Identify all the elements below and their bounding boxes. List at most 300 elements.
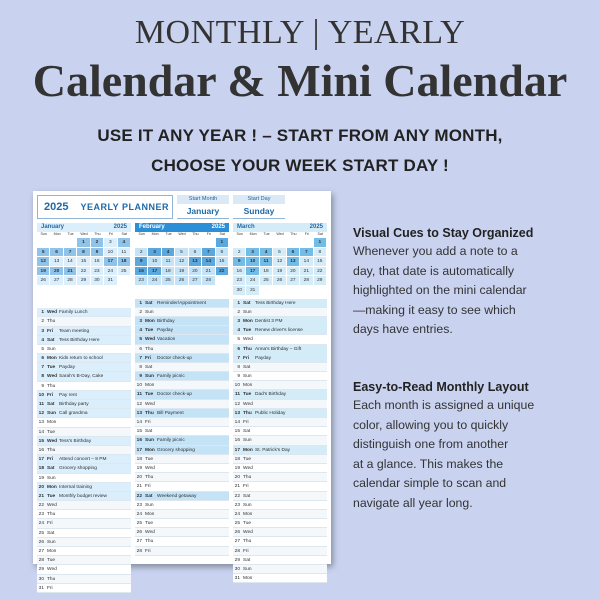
day-note[interactable]	[155, 464, 229, 472]
mini-day-cell[interactable]: 17	[246, 267, 259, 277]
weekday-label: Sat	[121, 232, 127, 236]
day-note[interactable]	[57, 538, 131, 546]
mini-day-cell[interactable]: 31	[104, 276, 117, 286]
mini-day-cell[interactable]: 15	[314, 257, 327, 267]
mini-day-cell[interactable]: 21	[300, 267, 313, 277]
day-row[interactable]	[233, 354, 327, 363]
mini-day-cell[interactable]: 13	[189, 257, 202, 267]
day-note[interactable]: Tess Birthday Here	[255, 300, 296, 306]
day-note[interactable]	[155, 528, 229, 536]
day-row[interactable]	[135, 390, 229, 399]
mini-day-cell[interactable]: 16	[135, 267, 148, 277]
day-note[interactable]	[155, 537, 229, 545]
mini-day-cell[interactable]: 14	[202, 257, 215, 267]
mini-day-cell[interactable]: 28	[202, 276, 215, 286]
mini-day-cell[interactable]: 8	[77, 248, 90, 258]
mini-day-cell[interactable]: 22	[77, 267, 90, 277]
mini-day-cell[interactable]: 3	[148, 248, 161, 258]
day-note[interactable]	[253, 363, 327, 371]
mini-day-cell[interactable]: 14	[64, 257, 77, 267]
mini-day-cell[interactable]: 3	[104, 238, 117, 248]
day-row[interactable]	[37, 538, 131, 547]
day-row[interactable]	[233, 308, 327, 317]
mini-day-cell[interactable]: 23	[91, 267, 104, 277]
mini-day-cell[interactable]: 16	[91, 257, 104, 267]
mini-day-cell[interactable]: 11	[162, 257, 175, 267]
day-row[interactable]	[37, 575, 131, 584]
day-note[interactable]: Payday	[157, 328, 173, 334]
day-note[interactable]	[253, 537, 327, 545]
day-note[interactable]: Renew driver's license	[255, 328, 303, 334]
day-note[interactable]: Monthly budget review	[59, 493, 107, 499]
day-row[interactable]	[233, 455, 327, 464]
day-row[interactable]	[233, 501, 327, 510]
day-note[interactable]	[253, 418, 327, 426]
day-note[interactable]: Tess's Birthday	[59, 438, 92, 444]
mini-day-cell[interactable]: 22	[314, 267, 327, 277]
mini-day-cell[interactable]: 24	[246, 276, 259, 286]
day-row[interactable]	[233, 363, 327, 372]
mini-day-cell[interactable]: 6	[189, 248, 202, 258]
mini-day-cell[interactable]: 14	[300, 257, 313, 267]
mini-day-cell[interactable]: 21	[64, 267, 77, 277]
day-note[interactable]	[253, 473, 327, 481]
mini-day-cell[interactable]: 27	[189, 276, 202, 286]
day-note[interactable]: Public Holiday	[255, 410, 286, 416]
day-weekday: Sat	[145, 364, 153, 370]
day-row[interactable]	[233, 473, 327, 482]
day-row[interactable]	[37, 584, 131, 593]
mini-day-cell[interactable]: 4	[260, 248, 273, 258]
day-number: 29	[234, 557, 240, 563]
day-note[interactable]	[253, 455, 327, 463]
mini-day-cell[interactable]: 28	[64, 276, 77, 286]
day-row[interactable]	[37, 455, 131, 464]
weekday-label: Fri	[108, 232, 113, 236]
mini-day-cell[interactable]: 18	[118, 257, 131, 267]
day-row[interactable]	[233, 381, 327, 390]
day-note[interactable]	[253, 308, 327, 316]
day-weekday: Sat	[145, 429, 153, 435]
day-note[interactable]	[57, 418, 131, 426]
mini-day-cell[interactable]: 21	[202, 267, 215, 277]
day-note[interactable]: Anna's Birthday – Gift	[255, 346, 302, 352]
day-note[interactable]: Sarah's B-Day, Cake	[59, 374, 104, 380]
day-row[interactable]	[233, 510, 327, 519]
day-number: 31	[234, 576, 240, 582]
mini-day-cell[interactable]: 1	[216, 238, 229, 248]
day-row[interactable]	[37, 354, 131, 363]
day-note[interactable]: Birthday party	[59, 402, 89, 408]
mini-day-cell[interactable]: 1	[77, 238, 90, 248]
day-row[interactable]	[233, 345, 327, 354]
day-row[interactable]	[37, 327, 131, 336]
day-row[interactable]	[135, 372, 229, 381]
mini-day-cell[interactable]: 9	[135, 257, 148, 267]
mini-day-cell[interactable]: 11	[260, 257, 273, 267]
month-year: 2025	[211, 224, 225, 230]
day-row[interactable]	[135, 381, 229, 390]
day-note[interactable]: Grocery shopping	[59, 466, 97, 472]
day-note[interactable]: Doctor check-up	[157, 355, 192, 361]
day-row[interactable]	[135, 436, 229, 445]
day-row[interactable]	[37, 372, 131, 381]
day-note[interactable]	[155, 308, 229, 316]
day-row[interactable]	[135, 464, 229, 473]
mini-day-cell	[135, 238, 148, 248]
day-note[interactable]	[155, 482, 229, 490]
day-row[interactable]	[233, 299, 327, 308]
day-row[interactable]	[135, 528, 229, 537]
day-row[interactable]	[135, 547, 229, 556]
day-note[interactable]: Kids return to school	[59, 356, 103, 362]
day-row[interactable]	[233, 400, 327, 409]
mini-day-cell[interactable]: 8	[216, 248, 229, 258]
day-row[interactable]	[135, 455, 229, 464]
day-note[interactable]: Birthday	[157, 318, 175, 324]
day-note[interactable]	[57, 382, 131, 390]
day-row[interactable]	[37, 400, 131, 409]
day-note[interactable]	[155, 510, 229, 518]
day-row[interactable]	[135, 473, 229, 482]
mini-day-cell[interactable]: 13	[287, 257, 300, 267]
day-row[interactable]	[135, 354, 229, 363]
day-row[interactable]	[37, 446, 131, 455]
day-note[interactable]	[57, 584, 131, 592]
day-note[interactable]	[155, 418, 229, 426]
mini-day-cell[interactable]: 2	[91, 238, 104, 248]
mini-day-cell[interactable]: 5	[175, 248, 188, 258]
day-row[interactable]	[37, 317, 131, 326]
day-note[interactable]: Reminder/Appointment	[157, 300, 207, 306]
day-row[interactable]	[135, 326, 229, 335]
day-number: 15	[38, 438, 44, 444]
start-day-value[interactable]: Sunday	[233, 204, 285, 219]
day-note[interactable]	[155, 455, 229, 463]
mini-day-cell[interactable]: 29	[77, 276, 90, 286]
mini-day-cell	[216, 276, 229, 286]
day-row[interactable]	[233, 519, 327, 528]
mini-day-cell[interactable]: 10	[148, 257, 161, 267]
day-row[interactable]	[135, 519, 229, 528]
day-note[interactable]	[253, 565, 327, 573]
mini-day-cell[interactable]: 23	[135, 276, 148, 286]
day-note[interactable]: Family picnic	[157, 374, 185, 380]
day-note[interactable]: Call grandma	[59, 411, 88, 417]
day-number: 12	[38, 411, 44, 417]
day-row[interactable]	[233, 372, 327, 381]
mini-day-cell[interactable]: 18	[162, 267, 175, 277]
day-note[interactable]	[253, 464, 327, 472]
mini-day-cell[interactable]: 24	[104, 267, 117, 277]
day-note[interactable]	[57, 575, 131, 583]
mini-day-cell[interactable]: 20	[50, 267, 63, 277]
mini-day-cell[interactable]: 31	[246, 286, 259, 296]
day-weekday: Sun	[47, 411, 57, 417]
mini-day-cell[interactable]: 6	[50, 248, 63, 258]
mini-day-cell[interactable]: 30	[233, 286, 246, 296]
mini-day-cell[interactable]: 19	[175, 267, 188, 277]
mini-day-cell[interactable]: 26	[37, 276, 50, 286]
day-row[interactable]	[135, 345, 229, 354]
day-row[interactable]	[37, 428, 131, 437]
day-note[interactable]	[57, 428, 131, 436]
day-note[interactable]	[253, 427, 327, 435]
day-weekday: Sat	[243, 300, 251, 306]
day-note[interactable]	[57, 565, 131, 573]
day-note[interactable]: Attend concert – 8 PM	[59, 457, 107, 463]
day-note[interactable]	[253, 547, 327, 555]
day-note[interactable]: Family Lunch	[59, 310, 88, 316]
day-row[interactable]	[135, 510, 229, 519]
day-note[interactable]	[155, 427, 229, 435]
day-row[interactable]	[233, 446, 327, 455]
day-row[interactable]	[233, 390, 327, 399]
day-note[interactable]	[253, 335, 327, 343]
day-row[interactable]	[135, 492, 229, 501]
mini-day-cell[interactable]: 10	[104, 248, 117, 258]
day-row[interactable]	[37, 547, 131, 556]
day-weekday: Thu	[145, 346, 154, 352]
day-note[interactable]: Bill Payment	[157, 410, 184, 416]
mini-day-cell[interactable]: 12	[273, 257, 286, 267]
day-row[interactable]	[233, 409, 327, 418]
day-note[interactable]	[253, 501, 327, 509]
day-row[interactable]	[233, 556, 327, 565]
day-row[interactable]	[37, 556, 131, 565]
mini-day-cell[interactable]: 23	[233, 276, 246, 286]
day-note[interactable]	[155, 547, 229, 555]
day-note[interactable]	[253, 519, 327, 527]
day-row[interactable]	[135, 317, 229, 326]
day-note[interactable]	[57, 317, 131, 325]
start-day-field[interactable]	[233, 195, 285, 219]
day-row[interactable]	[135, 482, 229, 491]
mini-day-cell[interactable]: 19	[273, 267, 286, 277]
mini-day-cell[interactable]: 22	[216, 267, 229, 277]
day-note[interactable]	[253, 574, 327, 582]
day-note[interactable]	[253, 528, 327, 536]
mini-day-cell[interactable]: 26	[273, 276, 286, 286]
day-note[interactable]: Tess Birthday Here	[59, 337, 100, 343]
mini-day-cell[interactable]: 13	[50, 257, 63, 267]
weekday-label: Wed	[80, 232, 88, 236]
mini-day-cell[interactable]: 6	[287, 248, 300, 258]
day-row[interactable]	[37, 519, 131, 528]
day-row[interactable]	[233, 436, 327, 445]
day-note[interactable]	[253, 492, 327, 500]
mini-day-cell[interactable]: 7	[64, 248, 77, 258]
mini-day-cell[interactable]: 10	[246, 257, 259, 267]
day-row[interactable]	[37, 391, 131, 400]
mini-day-cell[interactable]: 5	[273, 248, 286, 258]
day-row[interactable]	[233, 565, 327, 574]
mini-day-cell[interactable]: 16	[233, 267, 246, 277]
mini-day-cell[interactable]: 12	[175, 257, 188, 267]
day-row[interactable]	[233, 335, 327, 344]
day-row[interactable]	[233, 482, 327, 491]
day-note[interactable]	[253, 482, 327, 490]
day-row[interactable]	[37, 437, 131, 446]
start-month-value[interactable]: January	[177, 204, 229, 219]
mini-day-cell[interactable]: 11	[118, 248, 131, 258]
mini-day-cell[interactable]: 4	[118, 238, 131, 248]
mini-day-cell[interactable]: 25	[118, 267, 131, 277]
day-row[interactable]	[233, 537, 327, 546]
day-note[interactable]: Payday	[59, 365, 75, 371]
mini-day-cell[interactable]: 9	[91, 248, 104, 258]
mini-day-cell[interactable]: 17	[148, 267, 161, 277]
day-note[interactable]	[155, 473, 229, 481]
mini-day-cell[interactable]: 4	[162, 248, 175, 258]
day-row[interactable]	[233, 418, 327, 427]
day-note[interactable]	[57, 501, 131, 509]
day-note[interactable]: Pay rent	[59, 392, 77, 398]
mini-day-cell[interactable]: 24	[148, 276, 161, 286]
day-note[interactable]	[57, 510, 131, 518]
mini-day-cell[interactable]: 7	[300, 248, 313, 258]
day-row[interactable]	[37, 492, 131, 501]
day-note[interactable]	[253, 556, 327, 564]
day-note[interactable]: Dentist 3 PM	[255, 318, 283, 324]
mini-day-cell[interactable]: 5	[37, 248, 50, 258]
day-note[interactable]: Doctor check-up	[157, 392, 192, 398]
day-note[interactable]	[155, 381, 229, 389]
mini-day-cell[interactable]: 18	[260, 267, 273, 277]
day-row[interactable]	[37, 308, 131, 317]
day-note[interactable]	[155, 501, 229, 509]
day-number: 7	[41, 365, 44, 371]
day-row[interactable]	[37, 501, 131, 510]
day-note[interactable]: Grocery shopping	[157, 447, 195, 453]
day-row[interactable]	[37, 529, 131, 538]
day-weekday: Fri	[47, 521, 53, 527]
day-note[interactable]: Weekend getaway	[157, 493, 197, 499]
day-note[interactable]: Internal training	[59, 484, 93, 490]
day-row[interactable]	[37, 483, 131, 492]
mini-day-cell[interactable]: 15	[216, 257, 229, 267]
mini-day-cell	[91, 286, 104, 296]
day-weekday: Sat	[243, 429, 251, 435]
day-note[interactable]	[253, 510, 327, 518]
mini-day-cell[interactable]: 12	[37, 257, 50, 267]
mini-day-cell[interactable]: 2	[233, 248, 246, 258]
mini-day-cell[interactable]: 30	[91, 276, 104, 286]
mini-day-cell[interactable]: 27	[287, 276, 300, 286]
day-row[interactable]	[37, 510, 131, 519]
day-note[interactable]	[57, 556, 131, 564]
day-note[interactable]: Team meeting	[59, 328, 90, 334]
day-note[interactable]: Vacation	[157, 337, 176, 343]
mini-day-cell[interactable]: 3	[246, 248, 259, 258]
day-row[interactable]	[233, 317, 327, 326]
mini-day-cell[interactable]: 27	[50, 276, 63, 286]
day-note[interactable]	[253, 400, 327, 408]
mini-day-cell[interactable]: 17	[104, 257, 117, 267]
day-note[interactable]	[57, 345, 131, 353]
day-row[interactable]	[37, 474, 131, 483]
day-note[interactable]	[155, 400, 229, 408]
day-note[interactable]	[155, 519, 229, 527]
day-note[interactable]: St. Patrick's Day	[255, 447, 291, 453]
day-row[interactable]	[135, 446, 229, 455]
day-note[interactable]	[155, 345, 229, 353]
mini-day-cell	[135, 286, 148, 296]
day-row[interactable]	[37, 363, 131, 372]
mini-day-cell[interactable]: 20	[189, 267, 202, 277]
day-row[interactable]	[233, 326, 327, 335]
day-note[interactable]: Dad's Birthday	[255, 392, 287, 398]
day-note[interactable]	[57, 529, 131, 537]
day-row[interactable]	[233, 464, 327, 473]
mini-day-cell[interactable]: 29	[314, 276, 327, 286]
mini-day-cell[interactable]: 8	[314, 248, 327, 258]
mini-day-cell[interactable]: 28	[300, 276, 313, 286]
day-number: 14	[234, 420, 240, 425]
day-row[interactable]	[135, 400, 229, 409]
day-row[interactable]	[37, 565, 131, 574]
day-row[interactable]	[37, 409, 131, 418]
day-note[interactable]	[155, 363, 229, 371]
day-row[interactable]	[135, 409, 229, 418]
day-note[interactable]	[57, 519, 131, 527]
heading-line-2: Calendar & Mini Calendar	[32, 55, 568, 106]
day-weekday: Wed	[243, 337, 253, 343]
day-note[interactable]: Family picnic	[157, 438, 185, 444]
day-row[interactable]	[233, 547, 327, 556]
day-row[interactable]	[135, 335, 229, 344]
day-row[interactable]	[233, 492, 327, 501]
start-month-field[interactable]	[177, 195, 229, 219]
day-row[interactable]	[233, 574, 327, 583]
mini-day-cell[interactable]: 15	[77, 257, 90, 267]
day-note[interactable]	[57, 446, 131, 454]
day-row[interactable]	[135, 363, 229, 372]
day-row[interactable]	[37, 382, 131, 391]
day-row[interactable]	[233, 528, 327, 537]
day-row[interactable]	[233, 427, 327, 436]
mini-day-cell[interactable]: 19	[37, 267, 50, 277]
mini-day-cell[interactable]: 2	[135, 248, 148, 258]
day-weekday: Wed	[47, 503, 57, 509]
mini-day-cell[interactable]: 9	[233, 257, 246, 267]
mini-day-cell[interactable]: 25	[260, 276, 273, 286]
day-row[interactable]	[135, 427, 229, 436]
day-row[interactable]	[37, 336, 131, 345]
day-row[interactable]	[135, 418, 229, 427]
day-note[interactable]	[57, 474, 131, 482]
day-row[interactable]	[135, 308, 229, 317]
mini-day-cell[interactable]: 20	[287, 267, 300, 277]
day-row[interactable]	[135, 537, 229, 546]
mini-day-cell	[233, 238, 246, 248]
day-number: 15	[136, 429, 142, 435]
day-note[interactable]	[253, 436, 327, 444]
day-note[interactable]	[253, 372, 327, 380]
day-note[interactable]: Payday	[255, 355, 271, 361]
day-row[interactable]	[135, 501, 229, 510]
mini-day-cell[interactable]: 25	[162, 276, 175, 286]
day-row[interactable]	[37, 345, 131, 354]
day-row[interactable]	[37, 418, 131, 427]
mini-day-cell[interactable]: 1	[314, 238, 327, 248]
day-row[interactable]	[37, 464, 131, 473]
mini-day-cell[interactable]: 7	[202, 248, 215, 258]
day-note[interactable]	[57, 547, 131, 555]
mini-day-cell[interactable]: 26	[175, 276, 188, 286]
day-note[interactable]	[253, 381, 327, 389]
day-row[interactable]	[135, 299, 229, 308]
